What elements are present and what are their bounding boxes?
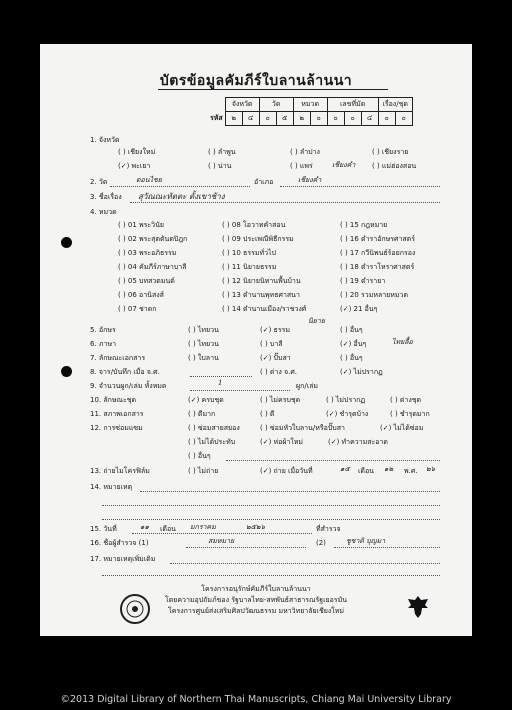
survey-suffix: ที่สำรวจ (316, 525, 341, 533)
code-digit: ๒ (225, 112, 242, 126)
note-line (140, 491, 440, 492)
amphoe-value: เชียงคำ (298, 176, 322, 184)
section-12-label: 12. การซ่อมแซม (90, 424, 143, 432)
category-15[interactable]: ( ) 15 กฎหมาย (340, 221, 388, 229)
section-13-label: 13. ถ่ายไมโครฟิล์ม (90, 467, 150, 475)
repair-cleaned[interactable]: (✓) ทำความสะอาด (328, 438, 388, 446)
title-line (130, 202, 440, 203)
handwritten-note: นิยาย (308, 317, 325, 325)
footer-line: โครงการอนุรักษ์คัมภีร์ใบลานล้านนา (201, 585, 311, 593)
section-3-label: 3. ชื่อเรื่อง (90, 193, 122, 201)
category-20[interactable]: ( ) 20 รวมหลายหมวด (340, 291, 408, 299)
category-11[interactable]: ( ) 11 นิยายธรรม (222, 263, 277, 271)
category-18[interactable]: ( ) 18 ตำราโหราศาสตร์ (340, 263, 415, 271)
microfilm-month-label: เดือน (358, 467, 374, 475)
language-pali[interactable]: ( ) บาลี (260, 340, 283, 348)
category-10[interactable]: ( ) 10 ธรรมทั่วไป (222, 249, 276, 257)
surveyor-2: ชูชาติ บุญมา (346, 537, 386, 545)
extra-note-line (102, 575, 440, 576)
date-line (190, 376, 252, 377)
punch-hole (61, 237, 72, 248)
microfilm-day: ๑๕ (340, 465, 350, 473)
code-header-title: เรื่อง/ชุด (378, 98, 412, 112)
bundle-count: 1 (218, 379, 223, 387)
category-12[interactable]: ( ) 12 นิยายนิทานพื้นบ้าน (222, 277, 301, 285)
repair-new-cloth[interactable]: (✓) ห่อผ้าใหม่ (260, 438, 304, 446)
category-19[interactable]: ( ) 19 ตำรายา (340, 277, 386, 285)
section-9-label: 9. จำนวนผูก/เล่ม ทั้งหมด (90, 382, 167, 390)
script-other[interactable]: ( ) อื่นๆ (340, 326, 363, 334)
code-header-province: จังหวัด (225, 98, 259, 112)
province-lamphun[interactable]: ( ) ลำพูน (208, 148, 236, 156)
temple-line (110, 186, 250, 187)
doctype-pap-sa[interactable]: (✓) ปั๊บสา (260, 354, 291, 362)
code-digit: ๔ (242, 112, 259, 126)
microfilm-no[interactable]: ( ) ไม่ถ่าย (188, 467, 219, 475)
province-phrae[interactable]: ( ) แพร่ (290, 162, 313, 170)
section-17-label: 17. หมายเหตุเพิ่มเติม (90, 555, 156, 563)
surveyor-2-line (334, 547, 440, 548)
extra-note-line (170, 563, 440, 564)
repair-leaf-head[interactable]: ( ) ซ่อมหัวใบลาน/หรือปั๊บสา (260, 424, 345, 432)
set-different[interactable]: ( ) ต่างชุด (390, 396, 422, 404)
category-09[interactable]: ( ) 09 ประเพณีพิธีกรรม (222, 235, 294, 243)
category-14[interactable]: ( ) 14 ตำนานเมือง/ราชวงศ์ (222, 305, 307, 313)
section-5-label: 5. อักษร (90, 326, 116, 334)
microfilm-year-label: พ.ศ. (404, 467, 418, 475)
category-13[interactable]: ( ) 13 ตำนานพุทธศาสนา (222, 291, 300, 299)
german-eagle-icon (406, 594, 430, 620)
code-digit: ๐ (259, 112, 276, 126)
date-not-shown[interactable]: (✓) ไม่ปรากฏ (340, 368, 383, 376)
doctype-other[interactable]: ( ) อื่นๆ (340, 354, 363, 362)
survey-date-line (132, 533, 312, 534)
note-line (102, 505, 440, 506)
section-15-label: 15. วันที่ (90, 525, 117, 533)
code-label: รหัส (210, 114, 223, 122)
condition-slightly-damaged[interactable]: (✓) ชำรุดบ้าง (326, 410, 369, 418)
survey-month-label: เดือน (160, 525, 176, 533)
section-16-label: 16. ชื่อผู้สำรวจ (1) (90, 539, 149, 547)
handwritten-note: เชียงคำ (332, 161, 356, 169)
language-tai-yuan[interactable]: ( ) ไทยวน (188, 340, 219, 348)
university-seal-icon (120, 594, 150, 624)
survey-year: ๒๕๒๖ (246, 523, 265, 531)
category-05[interactable]: ( ) 05 บทสวดมนต์ (118, 277, 175, 285)
code-digit: ๐ (327, 112, 344, 126)
section-6-label: 6. ภาษา (90, 340, 116, 348)
manuscript-title: สุวัณณะทัตตะ ตั้งเขาช้าง (138, 192, 225, 201)
temple-value: ดอนไชย (136, 176, 162, 184)
count-line (190, 390, 290, 391)
surveyor-1: สมหมาย (208, 537, 235, 545)
code-header-bundle: เลขที่มัด (327, 98, 378, 112)
card-title: บัตรข้อมูลคัมภีร์ใบลานล้านนา (159, 73, 353, 89)
section-4-label: 4. หมวด (90, 208, 117, 216)
condition-very-good[interactable]: ( ) ดีมาก (188, 410, 216, 418)
category-17[interactable]: ( ) 17 กวีนิพนธ์ร้อยกรอง (340, 249, 416, 257)
section-8-label: 8. จาร/บันทึก เมื่อ จ.ศ. (90, 368, 160, 376)
repair-string[interactable]: ( ) ซ่อมสายสยอง (188, 424, 240, 432)
set-incomplete[interactable]: ( ) ไม่ครบชุด (260, 396, 301, 404)
code-digit: ๐ (395, 112, 412, 126)
repair-none[interactable]: (✓) ไม่ได้ซ่อม (380, 424, 424, 432)
condition-very-damaged[interactable]: ( ) ชำรุดมาก (390, 410, 430, 418)
set-complete[interactable]: (✓) ครบชุด (188, 396, 224, 404)
category-01[interactable]: ( ) 01 พระวินัย (118, 221, 164, 229)
footer-line: โดยความอุปถัมภ์ของ รัฐบาลไทย-สหพันธ์สาธารณรัฐเยอรมัน (164, 596, 348, 604)
script-tai-yuan[interactable]: ( ) ไทยวน (188, 326, 219, 334)
code-header-temple: วัด (259, 98, 293, 112)
section-14-label: 14. หมายเหตุ (90, 483, 133, 491)
province-nan[interactable]: ( ) น่าน (208, 162, 232, 170)
repair-not-stamped[interactable]: ( ) ไม่ได้ประทับ (188, 438, 236, 446)
category-06[interactable]: ( ) 06 อานิสงส์ (118, 291, 164, 299)
category-02[interactable]: ( ) 02 พระสุตตันตปิฎก (118, 235, 188, 243)
code-digit: ๔ (361, 112, 378, 126)
count-unit: ผูก/เล่ม (296, 382, 318, 390)
microfilm-yes[interactable]: (✓) ถ่าย เมื่อวันที่ (260, 467, 313, 475)
province-chiangrai[interactable]: ( ) เชียงราย (372, 148, 409, 156)
title-underline (158, 89, 388, 90)
category-08[interactable]: ( ) 08 โอวาทคำสอน (222, 221, 286, 229)
microfilm-year: ๒๖ (426, 465, 436, 473)
surveyor-2-label: (2) (316, 539, 326, 547)
repair-other[interactable]: ( ) อื่นๆ (188, 452, 211, 460)
province-chiangmai[interactable]: ( ) เชียงใหม่ (118, 148, 156, 156)
surveyor-1-line (186, 547, 306, 548)
microfilm-month: ๑๒ (384, 465, 394, 473)
copyright-notice: ©2013 Digital Library of Northern Thai Manuscripts, Chiang Mai University Library (60, 694, 452, 705)
code-digit: ๒ (293, 112, 310, 126)
code-digit: ๐ (310, 112, 327, 126)
language-other[interactable]: (✓) อื่นๆ (340, 340, 367, 348)
date-different-cs[interactable]: ( ) ต่าง จ.ศ. (260, 368, 298, 376)
section-2-label: 2. วัด (90, 178, 108, 186)
code-digit: ๕ (276, 112, 293, 126)
code-table (208, 97, 413, 126)
category-21[interactable]: (✓) 21 อื่นๆ (340, 305, 378, 313)
code-digit: ๐ (378, 112, 395, 126)
section-1-label: 1. จังหวัด (90, 136, 120, 144)
amphoe-label: อำเภอ (254, 178, 274, 186)
doctype-palm-leaf[interactable]: ( ) ใบลาน (188, 354, 219, 362)
province-phayao[interactable]: (✓) พะเยา (118, 162, 151, 170)
section-11-label: 11. สภาพเอกสาร (90, 410, 144, 418)
script-dhamma[interactable]: (✓) ธรรม (260, 326, 290, 334)
province-maehongson[interactable]: ( ) แม่ฮ่องสอน (372, 162, 417, 170)
amphoe-line (280, 186, 440, 187)
repair-other-line (226, 460, 440, 461)
footer-line: โครงการศูนย์ส่งเสริมศิลปวัฒนธรรม มหาวิทยาลัยเชียงใหม่ (168, 607, 344, 615)
note-line (102, 519, 440, 520)
handwritten-note: ไทยลื้อ (392, 338, 413, 346)
code-header-category: หมวด (293, 98, 327, 112)
category-16[interactable]: ( ) 16 ตำราอักษรศาสตร์ (340, 235, 415, 243)
punch-hole (61, 366, 72, 377)
survey-month: มกราคม (190, 523, 216, 531)
section-7-label: 7. ลักษณะเอกสาร (90, 354, 146, 362)
category-03[interactable]: ( ) 03 พระอภิธรรม (118, 249, 177, 257)
code-digit: ๐ (344, 112, 361, 126)
section-10-label: 10. ลักษณะชุด (90, 396, 137, 404)
set-unknown[interactable]: ( ) ไม่ปรากฏ (326, 396, 366, 404)
survey-day: ๑๑ (140, 523, 149, 531)
survey-card (40, 44, 472, 636)
category-07[interactable]: ( ) 07 ชาดก (118, 305, 157, 313)
condition-good[interactable]: ( ) ดี (260, 410, 275, 418)
category-04[interactable]: ( ) 04 คัมภีร์ภาษาบาลี (118, 263, 187, 271)
province-lampang[interactable]: ( ) ลำปาง (290, 148, 320, 156)
